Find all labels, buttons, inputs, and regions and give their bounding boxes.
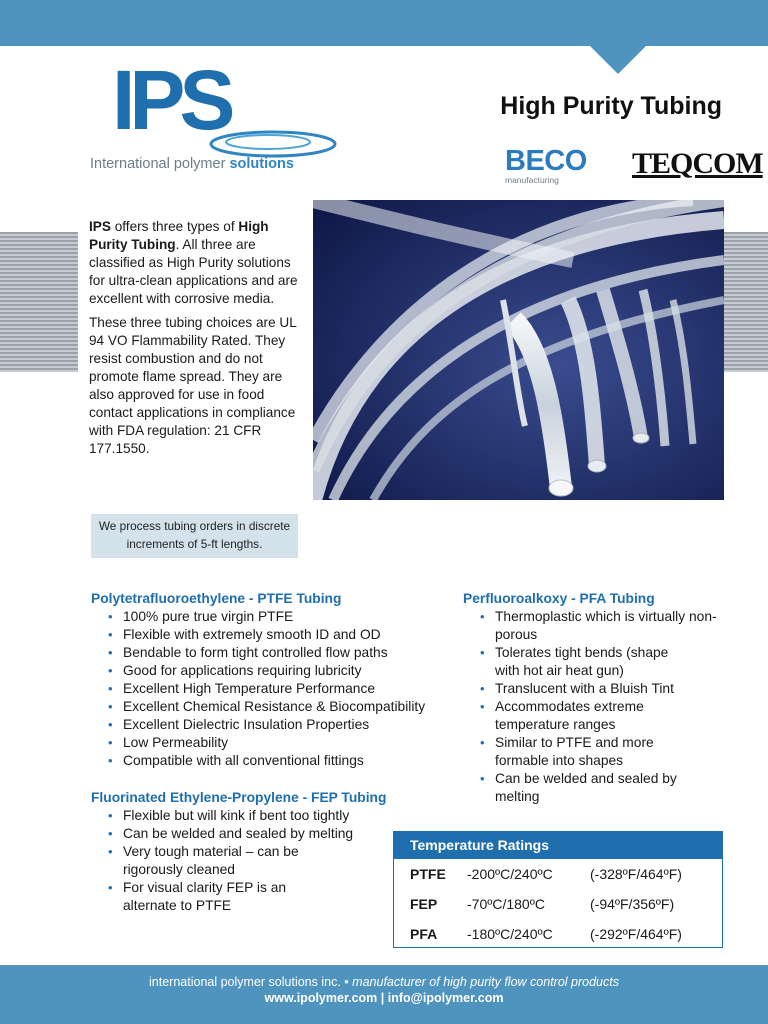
- table-row: [394, 859, 722, 889]
- teqcom-logo: TEQCOM: [632, 147, 763, 180]
- list-item: • Flexible with extremely smooth ID and OD: [91, 626, 451, 644]
- intro-bold: High Purity Tubing: [89, 219, 269, 252]
- fep-list: [91, 807, 391, 915]
- list-item: • Low Permeability: [91, 734, 451, 752]
- celsius-cell: -70ºC/180ºC: [467, 896, 545, 912]
- celsius-cell: -180ºC/240ºC: [467, 926, 553, 942]
- top-banner: [0, 0, 768, 46]
- footer-separator: |: [380, 991, 385, 1005]
- fahrenheit-cell: (-292ºF/464ºF): [590, 926, 682, 942]
- footer-line-2: [0, 990, 768, 1006]
- table-row: [394, 919, 722, 949]
- ptfe-heading: Polytetrafluoroethylene - PTFE Tubing: [91, 591, 342, 606]
- footer-slogan: manufacturer of high purity flow control products: [352, 975, 619, 989]
- list-item: • Excellent High Temperature Performance: [91, 680, 451, 698]
- footer-email-link[interactable]: info@ipolymer.com: [387, 991, 504, 1005]
- ptfe-section: [91, 590, 451, 770]
- material-cell: PTFE: [410, 866, 446, 882]
- ptfe-list: [91, 608, 451, 770]
- tagline-plain: International polymer: [90, 156, 226, 172]
- beco-subtitle: manufacturing: [505, 175, 559, 185]
- list-item: • Excellent Dielectric Insulation Properties: [91, 716, 451, 734]
- list-item: • Thermoplastic which is virtually non-porous: [463, 608, 723, 644]
- fep-heading: Fluorinated Ethylene-Propylene - FEP Tubing: [91, 790, 387, 805]
- list-item: • Accommodates extreme temperature ranges: [463, 698, 673, 734]
- tubing-photo-image: [313, 200, 724, 500]
- footer-company: international polymer solutions inc.: [149, 975, 341, 989]
- order-note: We process tubing orders in discrete increments of 5-ft lengths.: [91, 514, 298, 558]
- intro-paragraph-1: [89, 218, 302, 308]
- intro-text-a: offers three types of: [110, 219, 239, 234]
- fep-section: [91, 789, 391, 915]
- logo-letters: IPS: [112, 53, 230, 147]
- material-cell: PFA: [410, 926, 438, 942]
- list-item: • Tolerates tight bends (shape with hot air heat gun): [463, 644, 693, 680]
- list-item: • For visual clarity FEP is an alternate to PTFE: [91, 879, 306, 915]
- footer-line-1: [0, 974, 768, 990]
- list-item: • Flexible but will kink if bent too tightly: [91, 807, 391, 825]
- temperature-ratings-table: [393, 831, 723, 948]
- pfa-list: [463, 608, 723, 806]
- list-item: • Can be welded and sealed by melting: [463, 770, 678, 806]
- tubing-photo: [313, 200, 724, 500]
- beco-wordmark: BECO: [505, 145, 587, 177]
- list-item: • Similar to PTFE and more formable into shapes: [463, 734, 695, 770]
- table-row: [394, 889, 722, 919]
- intro-brand: IPS: [89, 219, 111, 234]
- banner-notch: [590, 46, 646, 74]
- intro-text-b: . All three are classified as High Purity solutions for ultra-clean applications and are excellent with corrosive media.: [89, 237, 298, 306]
- footer: [0, 965, 768, 1024]
- list-item: • Compatible with all conventional fittings: [91, 752, 451, 770]
- footer-website-link[interactable]: www.ipolymer.com: [264, 991, 378, 1005]
- list-item: • Translucent with a Bluish Tint: [463, 680, 723, 698]
- list-item: • 100% pure true virgin PTFE: [91, 608, 451, 626]
- celsius-cell: -200ºC/240ºC: [467, 866, 553, 882]
- fahrenheit-cell: (-328ºF/464ºF): [590, 866, 682, 882]
- pfa-heading: Perfluoroalkoxy - PFA Tubing: [463, 591, 655, 606]
- intro-text: [78, 200, 312, 490]
- ips-logo: [88, 53, 348, 178]
- list-item: • Can be welded and sealed by melting: [91, 825, 391, 843]
- footer-bullet: •: [344, 975, 349, 989]
- temperature-table-heading: Temperature Ratings: [394, 832, 722, 859]
- intro-paragraph-2: These three tubing choices are UL 94 VO Flammability Rated. They resist combustion and do not promote flame spread. They are also approved for use in food contact applications in compliance with FDA regulation: 21 CFR 177.1550.: [89, 315, 297, 456]
- beco-logo: [505, 147, 605, 187]
- logo-tagline: [90, 156, 294, 172]
- fahrenheit-cell: (-94ºF/356ºF): [590, 896, 675, 912]
- right-stripe-decoration: [724, 232, 768, 372]
- logo-mark: [112, 53, 230, 147]
- list-item: • Good for applications requiring lubricity: [91, 662, 451, 680]
- page-title: High Purity Tubing: [500, 92, 722, 120]
- list-item: • Bendable to form tight controlled flow paths: [91, 644, 451, 662]
- tagline-bold: solutions: [229, 156, 294, 172]
- left-stripe-decoration: [0, 232, 78, 372]
- list-item: • Very tough material – can be rigorously cleaned: [91, 843, 336, 879]
- pfa-section: [463, 590, 723, 806]
- material-cell: FEP: [410, 896, 438, 912]
- list-item: • Excellent Chemical Resistance & Biocompatibility: [91, 698, 451, 716]
